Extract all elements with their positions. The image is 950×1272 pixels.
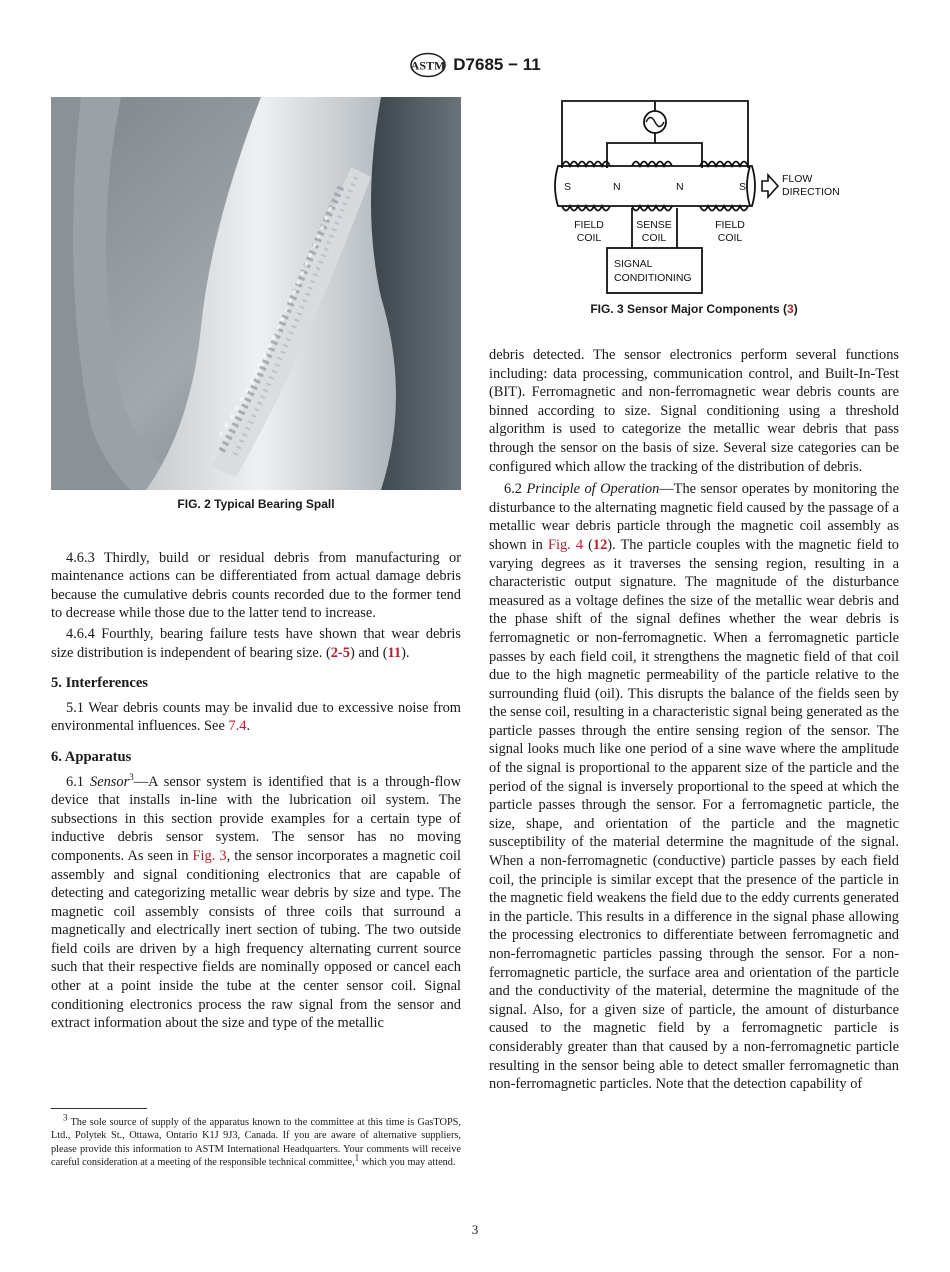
label-field-left-2: COIL [576,232,602,244]
label-field-right-2: COIL [717,232,743,244]
ref-link-2-5[interactable]: 2-5 [330,644,350,661]
label-n-right: N [676,181,684,193]
footnote-3: $^3$ The sole source of supply of the apparatus known to the committee at this time is GasTOPS, Ltd., Polytek St., Ottawa, Ontario K1J 9J3, Canada. If you are aware of alternative suppliers, please provide this information to ASTM International Headquarters. Your comments will receive careful consideration at a meeting of the responsible technical committee,$^1$ which you may attend. [51,1112,461,1168]
flow-arrow-icon [762,175,778,197]
label-sense-1: SENSE [636,219,672,231]
label-s-left: S [564,181,572,193]
label-field-left-1: FIELD [574,219,604,231]
ref-link-12[interactable]: 12 [592,536,608,553]
figure-link-fig4[interactable]: Fig. 4 [547,536,584,553]
astm-logo-text: ASTM [410,58,446,73]
right-column [489,346,899,1096]
paragraph-4-6-3: 4.6.3 Thirdly, build or residual debris from manufacturing or maintenance actions can be differentiated from actual damage debris because the cumulative debris counts recorded due to the former tend to decrease while those due to the latter tend to increase. [51,549,461,622]
paragraph-4-6-4: 4.6.4 Fourthly, bearing failure tests have shown that wear debris size distribution is independent of bearing size. (2-5) and (11). [51,625,461,661]
label-field-right-1: FIELD [715,219,745,231]
fig3-caption: FIG. 3 Sensor Major Components (3) [590,302,798,316]
label-sense-2: COIL [641,232,667,244]
fig3-ref-link[interactable]: 3 [787,302,794,316]
label-signal-1: SIGNAL [614,258,653,270]
label-direction: DIRECTION [782,186,840,198]
standard-number: D7685 − 11 [453,55,541,74]
page-header [0,52,950,83]
paragraph-5-1: 5.1 Wear debris counts may be invalid due to excessive noise from environmental influences. See 7.4. [51,699,461,735]
bearing-spall-photo [51,97,461,490]
label-flow: FLOW [782,173,813,185]
page-number: 3 [471,1222,479,1237]
ref-link-11[interactable]: 11 [387,644,402,661]
paragraph-6-1: 6.1 Sensor$^3$—A sensor system is identified that is a through-flow device that installs in-line with the lubrication oil system. The subsections in this section provide examples for a certain type of inductive debris sensor system. The sensor has no moving components. As seen in Fig. 3, the sensor incorporates a magnetic coil assembly and signal conditioning electronics that are capable of detecting and categorizing metallic wear debris by size and type. The magnetic coil assembly consists of three coils that surround a magnetically and electrically inert section of tubing. The two outside field coils are driven by a high frequency alternating current source such that their respective fields are nominally opposed or cancel each other at a point inside the tube at the center sensor coil. Signal conditioning electronics process the raw signal from the sensor and extract information about the size and type of the metallic [51,771,461,1032]
label-signal-2: CONDITIONING [614,272,692,284]
section-heading-apparatus: 6. Apparatus [51,748,132,765]
left-column [51,97,461,1035]
fig2-caption: FIG. 2 Typical Bearing Spall [177,497,335,511]
paragraph-6-2: 6.2 Principle of Operation—The sensor operates by monitoring the disturbance to the alternating magnetic field caused by the passage of a metallic wear debris particle through the magnetic coil assembly as shown in Fig. 4 (12). The particle couples with the magnetic field to varying degrees as it traverses the sensing region, resulting in a characteristic output signature. The magnitude of the disturbance measured as a voltage defines the size of the metallic wear debris and the phase shift of the signal defines whether the wear debris is ferromagnetic or non-ferromagnetic. When a ferromagnetic particle passes by each field coil, it strengthens the magnetic field of that coil due to the high magnetic permeability of the particle relative to the surrounding fluid (oil). This disrupts the balance of the fields seen by the sense coil, resulting in a characteristic signal being generated as the particle passes through the entire sensing region of the sensor. The signal looks much like one period of a sine wave where the amplitude of the signal is proportional to the apparent size of the particle and the period of the signal is inversely proportional to the speed at which the particle passes through the sensor. For a ferromagnetic particle, the size, shape, and orientation of the particle and the magnetic susceptibility of the material determine the magnitude of the signal. When a non-ferromagnetic (conductive) particle passes by each field coil, the principle is similar except that the presence of the particle in the magnetic field weakens the field due to the eddy currents generated in the particle. This results in a difference in the signal phase allowing the processing electronics to differentiate between ferromagnetic and non-ferromagnetic particles passing through the sensor. For a non-ferromagnetic particle, the surface area and orientation of the particle and the conductivity of the material, determine the magnitude of the signal. Also, for a given size of particle, the amount of disturbance caused to the magnetic field by a ferromagnetic particle is considerably greater than that caused by a non-ferromagnetic particle resulting in the sensor being able to detect smaller ferromagnetic than non-ferromagnetic particles. Note that the detection capability of [489,481,900,1093]
footnote-mark: 3 [129,771,134,782]
paragraph-6-1-continued: debris detected. The sensor electronics perform several functions including: data processing, communication control, and Built-In-Test (BIT). Ferromagnetic and non-ferromagnetic wear debris counts are binned according to size. Signal conditioning using a threshold algorithm is used to categorize the metallic wear debris that pass through the sensor on the basis of size. Several size categories can be configured which allow the tracking of the distribution of debris. [489,347,899,475]
sensor-components-diagram [540,98,852,294]
label-s-right: S [739,181,747,193]
label-n-left: N [613,181,621,193]
footnote-rule [51,1108,147,1109]
footnote-area [51,1108,461,1169]
figure-link-fig3[interactable]: Fig. 3 [192,847,227,864]
term-sensor: Sensor [90,773,130,790]
section-link-7-4[interactable]: 7.4 [228,718,247,735]
section-heading-interferences: 5. Interferences [51,675,148,692]
ac-source-icon [646,118,664,127]
astm-logo-icon [409,52,447,78]
term-principle-of-operation: Principle of Operation [526,481,660,498]
